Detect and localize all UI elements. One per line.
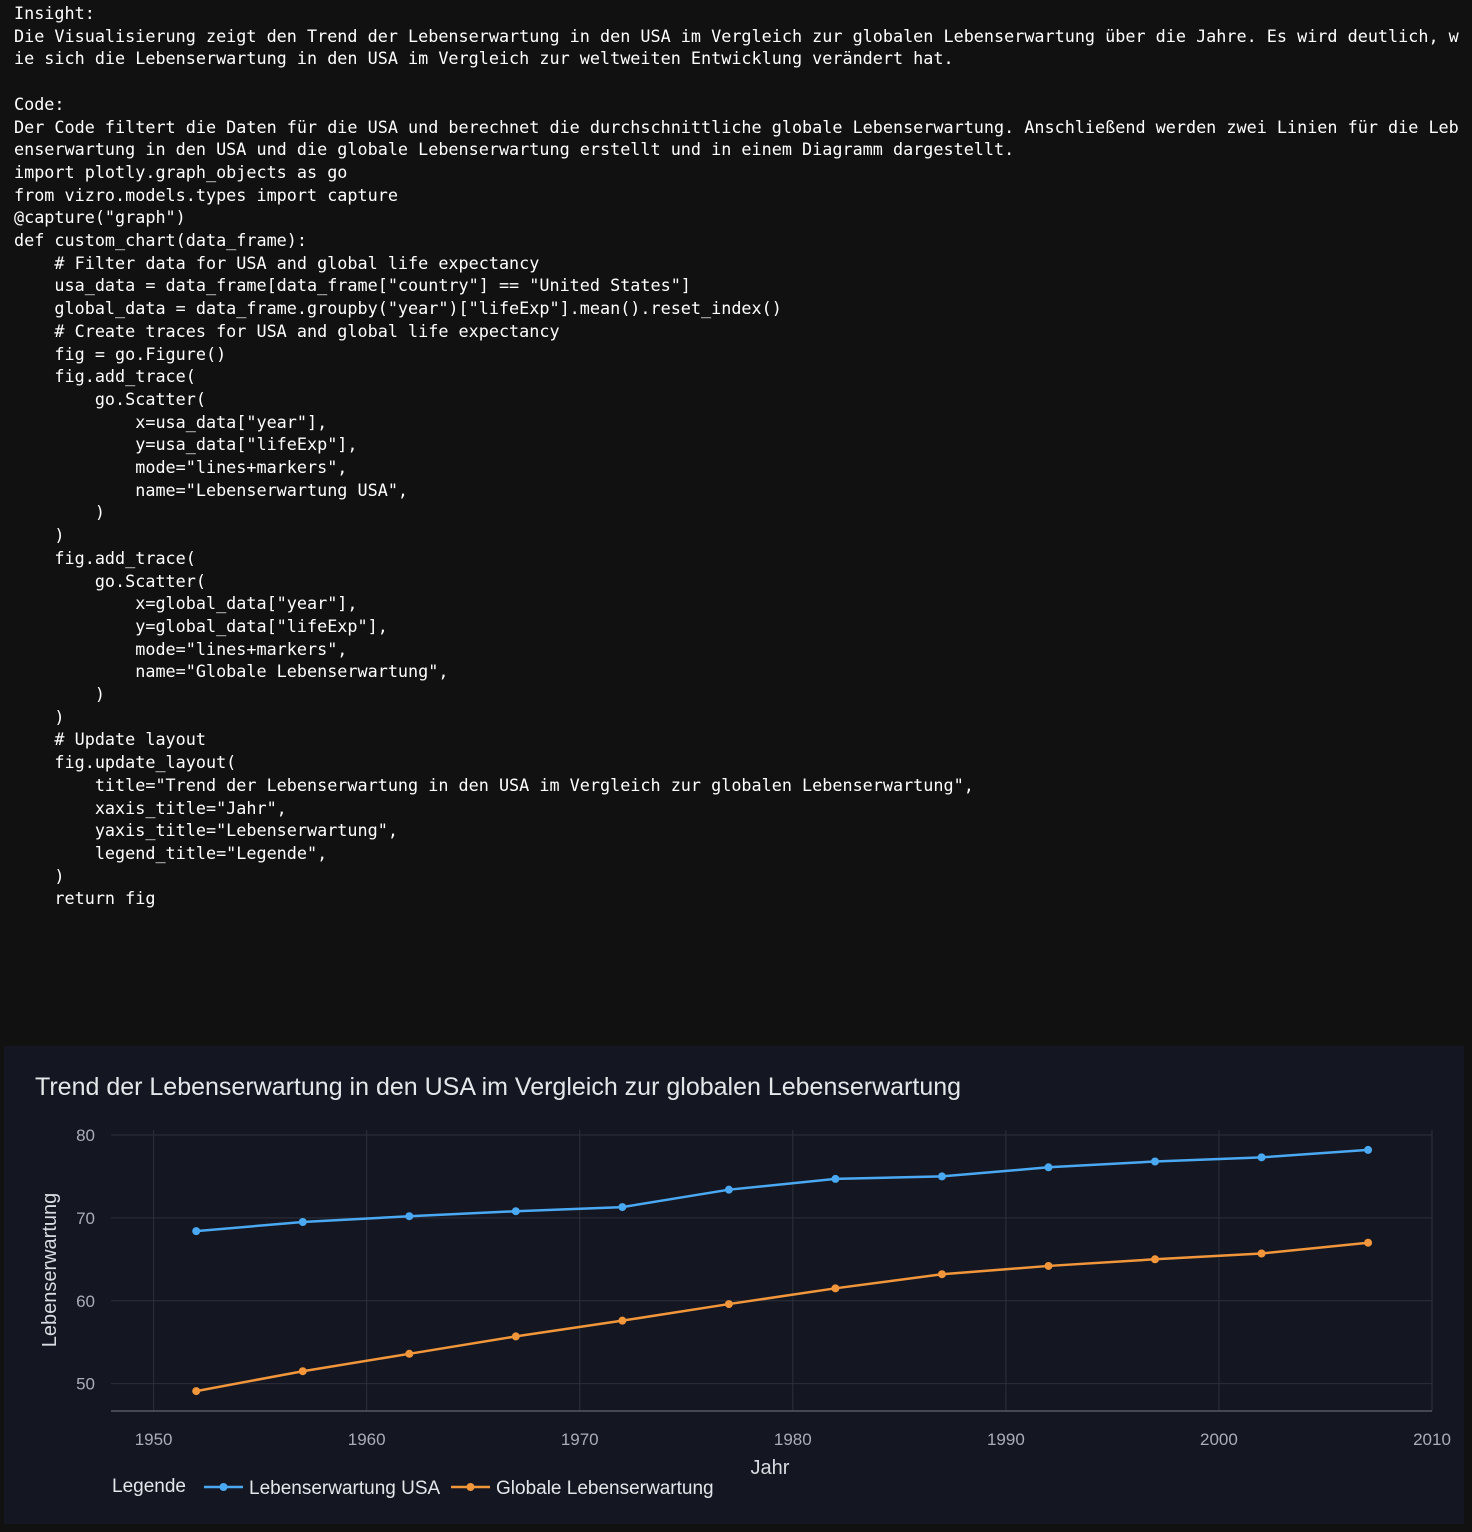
code-line: yaxis_title="Lebenserwartung", xyxy=(14,820,398,841)
data-point[interactable] xyxy=(405,1212,413,1220)
code-line: mode="lines+markers", xyxy=(14,638,348,659)
data-point[interactable] xyxy=(299,1367,307,1375)
data-point[interactable] xyxy=(299,1218,307,1226)
series-line xyxy=(196,1243,1368,1391)
series xyxy=(192,1146,1372,1395)
code-line: usa_data = data_frame[data_frame["country"] == "United States"] xyxy=(14,275,691,296)
code-line: mode="lines+markers", xyxy=(14,457,348,478)
code-line: ) xyxy=(14,525,65,546)
legend-label: Lebenserwartung USA xyxy=(249,1478,441,1499)
code-line: fig.update_layout( xyxy=(14,752,237,773)
legend-swatch-marker xyxy=(467,1483,475,1491)
y-tick-label: 70 xyxy=(76,1208,95,1228)
data-point[interactable] xyxy=(192,1227,200,1235)
data-point[interactable] xyxy=(725,1186,733,1194)
code-line: go.Scatter( xyxy=(14,570,206,591)
data-point[interactable] xyxy=(1044,1262,1052,1270)
code-line: @capture("graph") xyxy=(14,207,186,228)
code-line: ) xyxy=(14,684,105,705)
data-point[interactable] xyxy=(1258,1153,1266,1161)
line-chart xyxy=(4,1046,1464,1524)
data-point[interactable] xyxy=(1044,1163,1052,1171)
code-line: fig.add_trace( xyxy=(14,366,196,387)
series-usa xyxy=(192,1146,1372,1235)
x-tick-label: 1990 xyxy=(986,1430,1025,1449)
legend-swatch-marker xyxy=(220,1483,228,1491)
data-point[interactable] xyxy=(1258,1250,1266,1258)
tick-labels xyxy=(76,1126,1451,1449)
data-point[interactable] xyxy=(1364,1146,1372,1154)
series-line xyxy=(196,1150,1368,1231)
code-line: return fig xyxy=(14,888,156,909)
code-line: # Filter data for USA and global life expectancy xyxy=(14,252,540,273)
data-point[interactable] xyxy=(512,1332,520,1340)
code-line: legend_title="Legende", xyxy=(14,843,328,863)
data-point[interactable] xyxy=(512,1207,520,1215)
data-point[interactable] xyxy=(405,1350,413,1358)
text-output xyxy=(14,2,1466,910)
x-axis-title: Jahr xyxy=(750,1457,790,1479)
data-point[interactable] xyxy=(1151,1157,1159,1165)
data-point[interactable] xyxy=(938,1172,946,1180)
chart-title: Trend der Lebenserwartung in den USA im Vergleich zur globalen Lebenserwartung xyxy=(35,1073,962,1101)
code-line: ) xyxy=(14,502,105,523)
x-tick-label: 1950 xyxy=(134,1430,173,1449)
data-point[interactable] xyxy=(938,1270,946,1278)
legend xyxy=(112,1476,714,1499)
grid xyxy=(111,1130,1432,1411)
code-line: fig.add_trace( xyxy=(14,547,196,568)
legend-title: Legende xyxy=(112,1476,186,1497)
y-tick-label: 80 xyxy=(76,1125,95,1145)
y-tick-label: 60 xyxy=(76,1291,95,1311)
data-point[interactable] xyxy=(831,1284,839,1292)
code-line: from vizro.models.types import capture xyxy=(14,184,398,205)
code-line: # Update layout xyxy=(14,729,206,750)
legend-item[interactable] xyxy=(204,1478,440,1499)
x-tick-label: 1980 xyxy=(773,1430,812,1449)
data-point[interactable] xyxy=(1151,1255,1159,1263)
spacer xyxy=(14,70,1466,93)
code-line: y=global_data["lifeExp"], xyxy=(14,615,388,636)
code-block xyxy=(14,161,1466,910)
code-line: name="Globale Lebenserwartung", xyxy=(14,661,449,682)
code-line: ) xyxy=(14,706,65,727)
data-point[interactable] xyxy=(618,1203,626,1211)
x-tick-label: 2000 xyxy=(1200,1430,1238,1449)
data-point[interactable] xyxy=(831,1175,839,1183)
legend-item[interactable] xyxy=(451,1478,714,1499)
code-line: title="Trend der Lebenserwartung in den USA im Vergleich zur globalen Lebenserwartung", xyxy=(14,774,974,795)
chart-panel xyxy=(4,1046,1464,1524)
code-line: ) xyxy=(14,865,65,886)
code-line: fig = go.Figure() xyxy=(14,343,227,364)
x-tick-label: 1970 xyxy=(560,1430,599,1449)
code-line: xaxis_title="Jahr", xyxy=(14,797,287,818)
insight-body: Die Visualisierung zeigt den Trend der Lebenserwartung in den USA im Vergleich zur globalen Lebenserwartung über die Jahre. Es wird deutlich, wie sich die Lebenserwartung in den USA im Vergleich zur weltweiten Entwicklung verändert hat. xyxy=(14,25,1459,69)
code-line: def custom_chart(data_frame): xyxy=(14,230,307,251)
code-heading: Code: xyxy=(14,93,65,114)
legend-label: Globale Lebenserwartung xyxy=(496,1478,714,1499)
code-line: x=usa_data["year"], xyxy=(14,411,328,432)
code-line: import plotly.graph_objects as go xyxy=(14,161,348,182)
code-description: Der Code filtert die Daten für die USA und berechnet die durchschnittliche globale Lebenserwartung. Anschließend werden zwei Linien für die Lebenserwartung in den USA und die globale Lebenserwartung erstellt und in einem Diagramm dargestellt. xyxy=(14,116,1459,160)
code-line: x=global_data["year"], xyxy=(14,593,358,614)
x-tick-label: 2010 xyxy=(1413,1430,1451,1449)
data-point[interactable] xyxy=(725,1300,733,1308)
code-line: name="Lebenserwartung USA", xyxy=(14,479,409,500)
x-tick-label: 1960 xyxy=(347,1430,386,1449)
code-line: global_data = data_frame.groupby("year")["lifeExp"].mean().reset_index() xyxy=(14,298,782,319)
code-line: y=usa_data["lifeExp"], xyxy=(14,434,358,455)
insight-heading: Insight: xyxy=(14,3,95,23)
y-axis-title: Lebenserwartung xyxy=(39,1192,61,1348)
series-global xyxy=(192,1239,1372,1395)
data-point[interactable] xyxy=(192,1387,200,1395)
code-line: go.Scatter( xyxy=(14,388,206,409)
data-point[interactable] xyxy=(1364,1239,1372,1247)
data-point[interactable] xyxy=(618,1317,626,1325)
y-tick-label: 50 xyxy=(76,1374,95,1394)
code-line: # Create traces for USA and global life expectancy xyxy=(14,320,560,341)
